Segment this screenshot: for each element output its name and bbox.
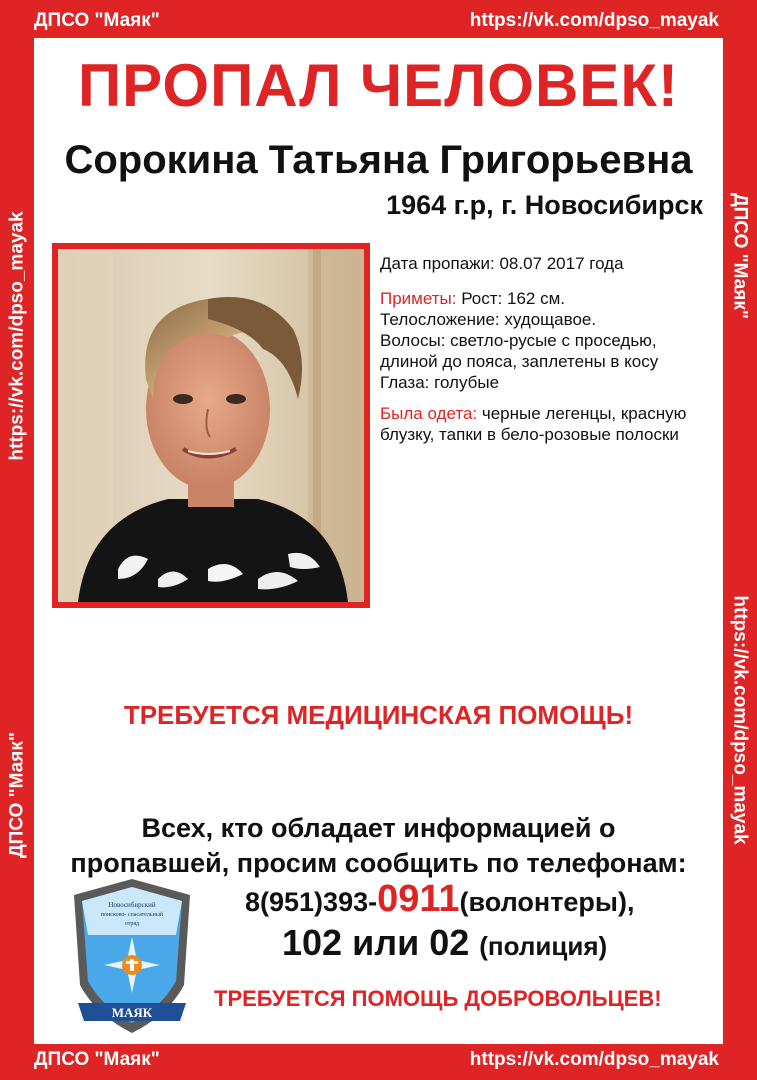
- volunteers-needed-notice: ТРЕБУЕТСЯ ПОМОЩЬ ДОБРОВОЛЬЦЕВ!: [214, 986, 662, 1011]
- call-to-action-line1: Всех, кто обладает информацией о: [141, 813, 616, 843]
- person-name: Сорокина Татьяна Григорьевна: [64, 138, 693, 182]
- description-block: [380, 253, 710, 445]
- birth-year-city: 1964 г.р, г. Новосибирск: [386, 190, 703, 220]
- headline: ПРОПАЛ ЧЕЛОВЕК!: [78, 52, 679, 119]
- org-url-right[interactable]: https://vk.com/dpso_mayak: [729, 595, 751, 845]
- photo-frame: [52, 243, 370, 608]
- medical-help-notice: ТРЕБУЕТСЯ МЕДИЦИНСКАЯ ПОМОЩЬ!: [123, 700, 634, 730]
- police-phone[interactable]: [282, 922, 608, 963]
- mayak-shield-logo: [68, 875, 196, 1040]
- logo-ribbon: МАЯК: [111, 1005, 153, 1020]
- logo-line1: Новосибирский: [108, 901, 156, 909]
- phone-suffix: (волонтеры),: [459, 887, 635, 917]
- clothing-label: Была одета:: [380, 404, 478, 423]
- org-name-right: ДПСО "Маяк": [729, 193, 751, 319]
- org-name-top: ДПСО "Маяк": [34, 10, 160, 31]
- features-height: Рост: 162 см.: [456, 289, 565, 308]
- org-url-top[interactable]: https://vk.com/dpso_mayak: [469, 10, 719, 31]
- org-url-bottom[interactable]: https://vk.com/dpso_mayak: [469, 1049, 719, 1070]
- features-height-line: [380, 288, 710, 309]
- call-to-action-line2: пропавшей, просим сообщить по телефонам:: [70, 848, 687, 878]
- features-eyes: Глаза: голубые: [380, 373, 500, 392]
- phone-highlight: 0911: [377, 878, 460, 920]
- clothing-text: черные легенцы, красную блузку, тапки в бело-розовые полоски: [380, 404, 687, 444]
- logo-line3: отряд: [124, 921, 140, 927]
- org-name-bottom: ДПСО "Маяк": [34, 1049, 160, 1070]
- portrait-illustration: [58, 249, 364, 602]
- features-label: Приметы:: [380, 289, 457, 308]
- org-name-left: ДПСО "Маяк": [6, 732, 28, 858]
- clothing-description: [380, 403, 710, 445]
- volunteer-phone[interactable]: [245, 880, 634, 918]
- features-hair: Волосы: светло-русые с проседью, длиной до пояса, заплетены в косу: [380, 331, 659, 371]
- missing-person-photo: [58, 249, 364, 602]
- missing-date: Дата пропажи: 08.07 2017 года: [380, 254, 624, 273]
- police-label: (полиция): [479, 931, 608, 961]
- logo-line2: поисково- спасательный: [100, 912, 164, 918]
- police-numbers: 102 или 02: [282, 922, 480, 963]
- org-url-left[interactable]: https://vk.com/dpso_mayak: [6, 211, 28, 461]
- phone-prefix: 8(951)393-: [245, 887, 378, 917]
- features-build: Телосложение: худощавое.: [380, 310, 597, 329]
